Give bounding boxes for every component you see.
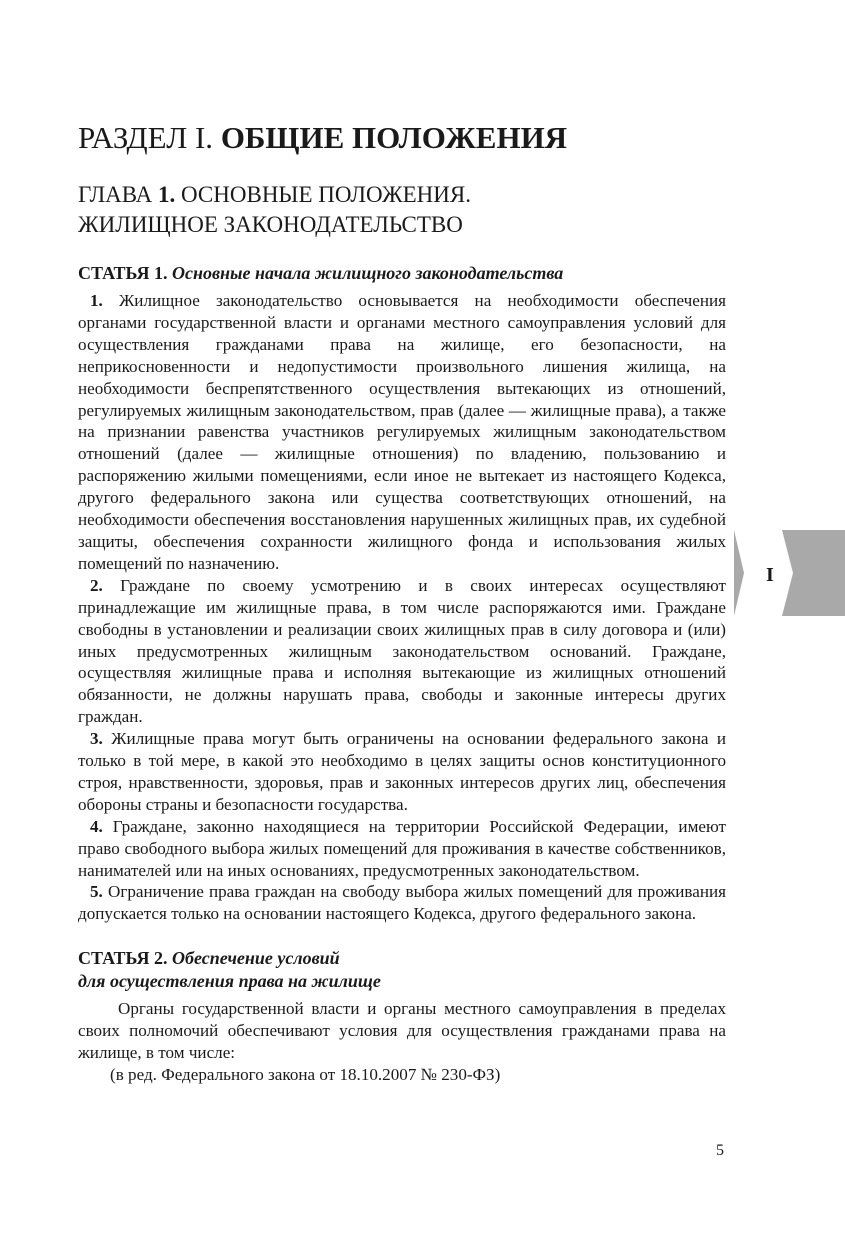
- section-prefix: РАЗДЕЛ I.: [78, 120, 221, 155]
- chapter-name-line-2: ЖИЛИЩНОЕ ЗАКОНОДАТЕЛЬСТВО: [78, 212, 463, 237]
- side-tab-shape: [734, 530, 845, 616]
- paragraph-number: 2.: [90, 575, 103, 595]
- article-1-label: СТАТЬЯ 1.: [78, 263, 172, 283]
- section-spacer: [78, 925, 726, 947]
- chapter-prefix: ГЛАВА: [78, 182, 159, 207]
- page-content: [78, 118, 726, 1086]
- paragraph-number: 3.: [90, 729, 103, 749]
- article-2-name-line-1: Обеспечение условий: [171, 948, 340, 969]
- chapter-number: 1.: [158, 182, 176, 207]
- section-title: [78, 118, 726, 158]
- chapter-name-line-1: ОСНОВНЫЕ ПОЛОЖЕНИЯ.: [175, 182, 471, 207]
- page-number: 5: [716, 1142, 724, 1159]
- side-tab-label: I: [766, 564, 774, 586]
- paragraph-text: Граждане по своему усмотрению и в своих интересах осуществляют принадлежащие им жилищные права, в том числе распоряжаются ими. Граждане свободны в установлении и реализации своих жилищных прав в силу договора и (или) иных предусмотренных жилищным законодательством оснований. Граждане, осуществляя жилищные права и исполняя вытекающие из жилищных отношений обязанности, не должны нарушать права, свободы и законные интересы других граждан.: [78, 575, 726, 727]
- article-2-title-line-1: [78, 947, 726, 970]
- paragraph-number: 4.: [90, 816, 103, 836]
- article-1-paragraph-3: [78, 728, 726, 816]
- article-2-label: СТАТЬЯ 2.: [78, 948, 172, 969]
- chapter-title: [78, 180, 726, 240]
- article-1-paragraph-1: [78, 290, 726, 575]
- article-2-name-line-2: для осуществления права на жилище: [78, 971, 381, 992]
- chapter-title-line-1: [78, 180, 726, 210]
- paragraph-text: Граждане, законно находящиеся на территории Российской Федерации, имеют право свободного выбора жилых помещений для проживания в качестве собственников, нанимателей или на иных основаниях, предусмотренных законодательством.: [78, 816, 726, 880]
- article-2-paragraph: Органы государственной власти и органы местного самоуправления в пределах своих полномочий обеспечивают условия для осуществления гражданами права на жилище, в том числе:: [78, 999, 726, 1063]
- article-2-title: [78, 947, 726, 993]
- article-1-title: [78, 262, 726, 285]
- article-1-paragraph-4: [78, 816, 726, 882]
- article-1-name: Основные начала жилищного законодательства: [171, 263, 564, 283]
- article-2-amendment-note: (в ред. Федерального закона от 18.10.2007 № 230-ФЗ): [110, 1065, 501, 1084]
- section-name: ОБЩИЕ ПОЛОЖЕНИЯ: [220, 120, 568, 155]
- tab-notch-left: [734, 530, 744, 616]
- chapter-side-tab: [734, 530, 845, 616]
- article-1-paragraph-5: [78, 881, 726, 925]
- tab-marker-block: [782, 530, 845, 616]
- paragraph-number: 5.: [90, 882, 103, 902]
- article-1-paragraph-2: [78, 575, 726, 728]
- paragraph-text: Жилищное законодательство основывается на необходимости обеспечения органами государственной власти и органами местного самоуправления условий для осуществления гражданами права на жилище, его безопасности, на неприкосновенности и недопустимости произвольного лишения жилища, на необходимости беспрепятственного осуществления вытекающих из отношений, регулируемых жилищным законодательством, прав (далее — жилищные права), а также на признании равенства участников регулируемых жилищным законодательством отношений (далее — жилищные отношения) по владению, пользованию и распоряжению жилыми помещениями, если иное не вытекает из настоящего Кодекса, другого федерального закона или существа соответствующих отношений, на необходимости обеспечения восстановления нарушенных жилищных прав, их судебной защиты, обеспечения сохранности жилищного фонда и использования жилых помещений по назначению.: [78, 291, 726, 573]
- paragraph-text: Ограничение права граждан на свободу выбора жилых помещений для проживания допускается только на основании настоящего Кодекса, другого федерального закона.: [78, 882, 726, 924]
- paragraph-number: 1.: [90, 291, 103, 310]
- paragraph-text: Жилищные права могут быть ограничены на основании федерального закона и только в той мере, в какой это необходимо в целях защиты основ конституционного строя, нравственности, здоровья, прав и законных интересов других лиц, обеспечения обороны страны и безопасности государства.: [78, 729, 726, 814]
